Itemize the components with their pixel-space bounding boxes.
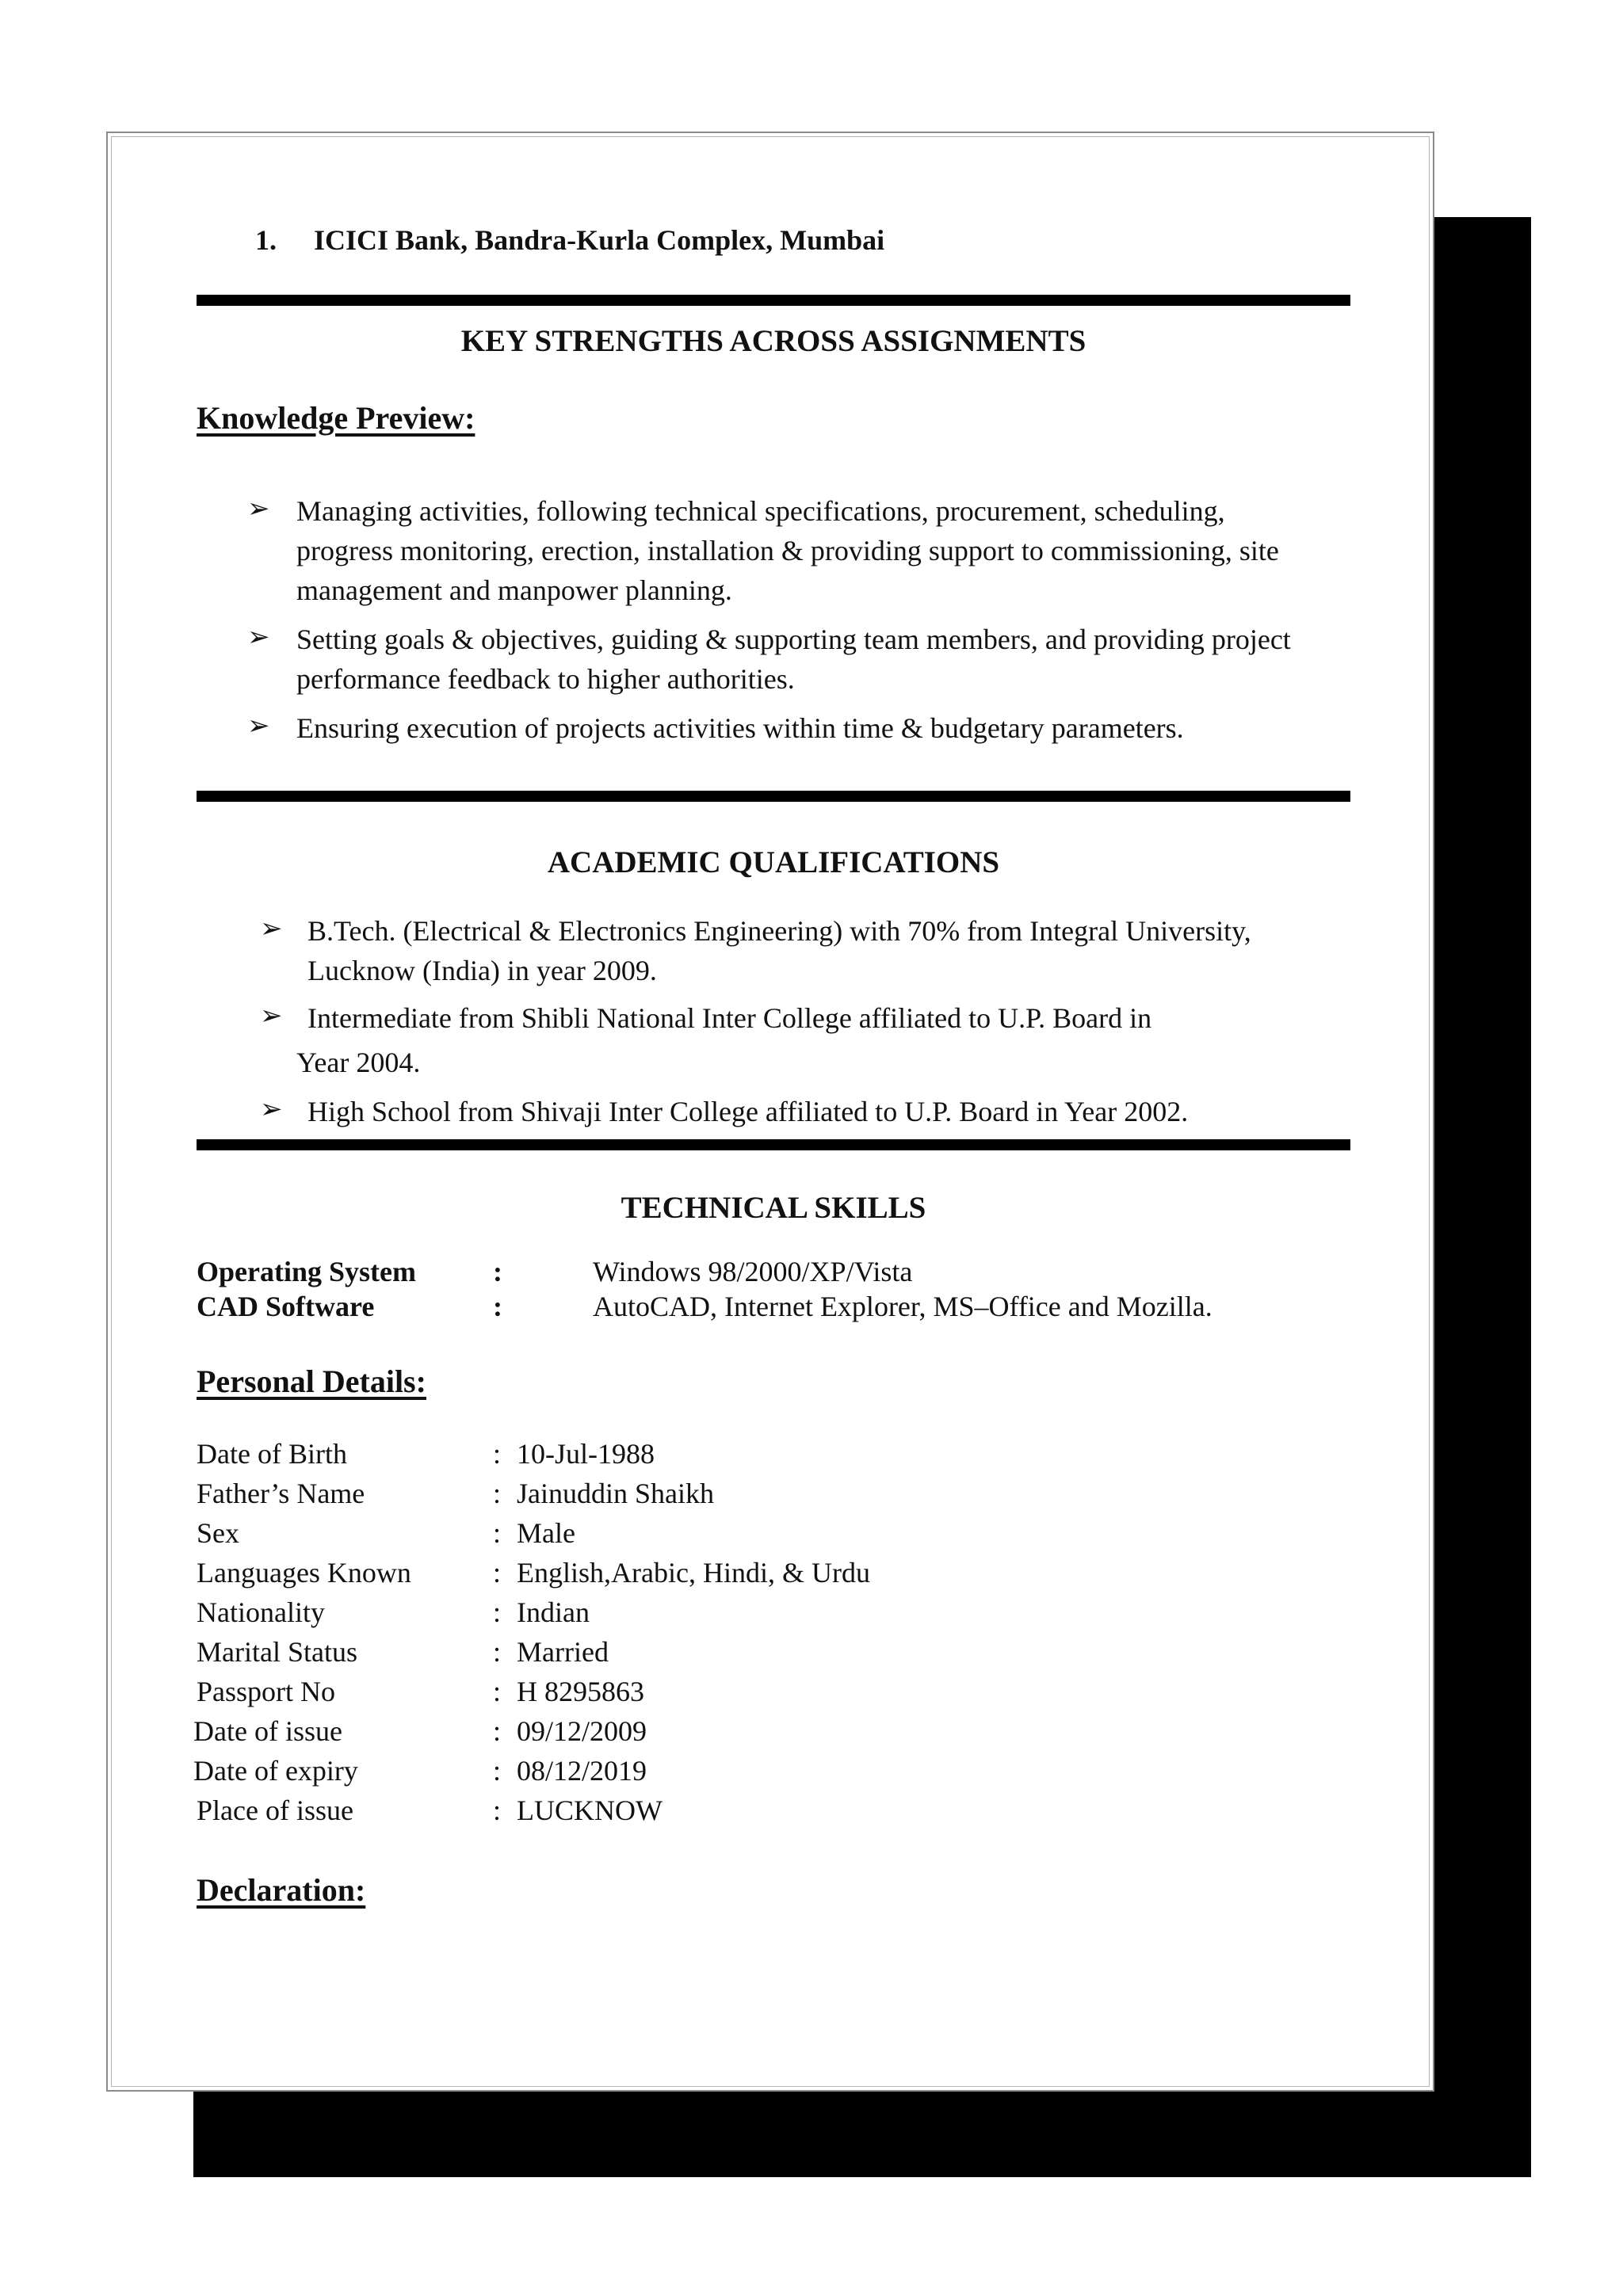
section-divider bbox=[197, 295, 1350, 306]
experience-item-text: ICICI Bank, Bandra-Kurla Complex, Mumbai bbox=[314, 224, 885, 256]
personal-details-heading: Personal Details: bbox=[197, 1363, 426, 1399]
detail-value: English,Arabic, Hindi, & Urdu bbox=[517, 1557, 870, 1589]
list-item-text: High School from Shivaji Inter College affiliated to U.P. Board in Year 2002. bbox=[307, 1096, 1189, 1127]
detail-label: Place of issue bbox=[197, 1794, 353, 1826]
skill-separator: : bbox=[493, 1256, 502, 1287]
experience-item-number: 1. bbox=[255, 224, 277, 256]
detail-separator: : bbox=[493, 1596, 502, 1628]
detail-separator: : bbox=[493, 1794, 502, 1826]
bullet-arrow-icon: ➢ bbox=[260, 914, 283, 944]
list-item: Managing activities, following technical specifications, procurement, scheduling, progress monitoring, erection, installation & providing support to commissioning, site management and manpower planning. bbox=[296, 495, 1279, 606]
list-item: Setting goals & objectives, guiding & supporting team members, and providing project performance feedback to higher authorities. bbox=[296, 624, 1291, 695]
detail-value: 10-Jul-1988 bbox=[517, 1438, 655, 1470]
bullet-arrow-icon: ➢ bbox=[247, 494, 270, 524]
detail-label: Languages Known bbox=[197, 1557, 411, 1589]
detail-label: Passport No bbox=[197, 1676, 336, 1707]
knowledge-preview-heading: Knowledge Preview: bbox=[197, 400, 475, 436]
detail-separator: : bbox=[493, 1438, 502, 1470]
declaration-heading: Declaration: bbox=[197, 1872, 366, 1908]
list-item-continuation: Year 2004. bbox=[296, 1047, 421, 1078]
skill-label: Operating System bbox=[197, 1256, 416, 1287]
detail-label: Father’s Name bbox=[197, 1478, 365, 1509]
detail-label: Marital Status bbox=[197, 1636, 357, 1668]
detail-label: Nationality bbox=[197, 1596, 325, 1628]
bullet-arrow-icon: ➢ bbox=[247, 623, 270, 652]
bullet-arrow-icon: ➢ bbox=[247, 711, 270, 741]
detail-separator: : bbox=[493, 1557, 502, 1589]
bullet-arrow-icon: ➢ bbox=[260, 1095, 283, 1124]
detail-value: Married bbox=[517, 1636, 609, 1668]
key-strengths-title: KEY STRENGTHS ACROSS ASSIGNMENTS bbox=[460, 324, 1086, 358]
detail-value: Jainuddin Shaikh bbox=[517, 1478, 714, 1509]
section-divider bbox=[197, 791, 1350, 802]
list-item: Ensuring execution of projects activities within time & budgetary parameters. bbox=[296, 712, 1184, 744]
frame-shadow-bottom bbox=[193, 2092, 1531, 2177]
frame-shadow-right bbox=[1434, 217, 1531, 2177]
detail-separator: : bbox=[493, 1715, 502, 1747]
detail-separator: : bbox=[493, 1478, 502, 1509]
detail-value: Indian bbox=[517, 1596, 590, 1628]
list-item-text: Intermediate from Shibli National Inter College affiliated to U.P. Board in bbox=[307, 1002, 1152, 1034]
skill-label: CAD Software bbox=[197, 1291, 375, 1322]
detail-value: 09/12/2009 bbox=[517, 1715, 647, 1747]
skill-separator: : bbox=[493, 1291, 502, 1322]
detail-separator: : bbox=[493, 1676, 502, 1707]
detail-label: Sex bbox=[197, 1517, 239, 1549]
detail-label: Date of Birth bbox=[197, 1438, 347, 1470]
technical-skills-title: TECHNICAL SKILLS bbox=[621, 1191, 926, 1225]
detail-label: Date of expiry bbox=[193, 1755, 358, 1787]
detail-separator: : bbox=[493, 1755, 502, 1787]
detail-value: LUCKNOW bbox=[517, 1794, 663, 1826]
academic-title: ACADEMIC QUALIFICATIONS bbox=[547, 845, 1000, 879]
detail-value: H 8295863 bbox=[517, 1676, 644, 1707]
list-item: B.Tech. (Electrical & Electronics Engineering) with 70% from Integral University, Lucknow (India) in year 2009. bbox=[307, 915, 1251, 986]
skill-value: Windows 98/2000/XP/Vista bbox=[593, 1256, 913, 1287]
detail-label: Date of issue bbox=[193, 1715, 342, 1747]
detail-separator: : bbox=[493, 1636, 502, 1668]
detail-value: Male bbox=[517, 1517, 575, 1549]
detail-value: 08/12/2019 bbox=[517, 1755, 647, 1787]
detail-separator: : bbox=[493, 1517, 502, 1549]
skill-value: AutoCAD, Internet Explorer, MS–Office and Mozilla. bbox=[593, 1291, 1212, 1322]
bullet-arrow-icon: ➢ bbox=[260, 1001, 283, 1031]
section-divider bbox=[197, 1139, 1350, 1150]
